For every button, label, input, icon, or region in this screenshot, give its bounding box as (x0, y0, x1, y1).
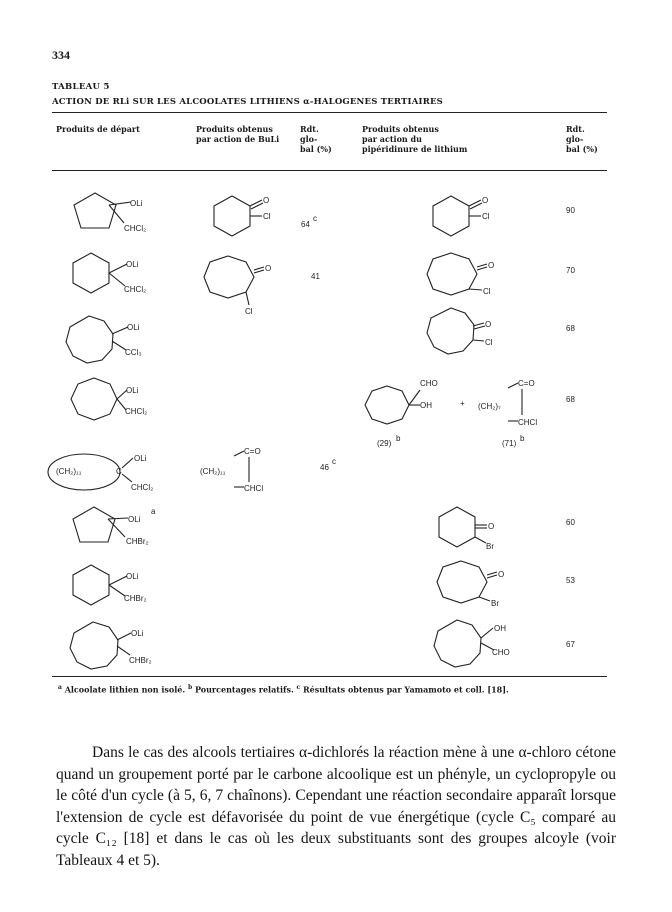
row3-rdt-pip: 68 (566, 324, 575, 333)
svg-text:OH: OH (420, 401, 432, 410)
svg-text:OLi: OLi (126, 386, 139, 395)
svg-text:O: O (488, 522, 495, 531)
row1-rdt-buli: 64 (301, 220, 310, 229)
svg-text:c: c (332, 457, 336, 466)
svg-text:c: c (313, 214, 317, 223)
svg-text:(CH₂)₁₁: (CH₂)₁₁ (56, 467, 82, 476)
body-paragraph: Dans le cas des alcools tertiaires α-dichlorés la réaction mène à une α-chloro cétone quand un groupement porté par le carbone alcoolique est un phényle, un cyclopropyle ou le côté d'un cycle (à 5, 6, 7 chaînons). Cependant une réaction secondaire apparaît lorsque l'extension de cycle est défavorisée du point de vue énergétique (cycle C₅ comparé au cycle C₁₂ [18] et dans le cas où les deux substituants sont des groupes alcoyle (voir Tableaux 4 et 5). (56, 744, 616, 869)
row8-start-structure (70, 622, 152, 669)
svg-text:CHCl₂: CHCl₂ (125, 407, 148, 416)
row2-pip-structure (427, 253, 494, 296)
row4-start-structure (71, 378, 147, 420)
svg-text:C=O: C=O (518, 379, 535, 388)
row2-start-structure (73, 253, 146, 294)
svg-text:Cl: Cl (485, 338, 493, 347)
svg-text:OLi: OLi (126, 260, 139, 269)
row2-rdt-pip: 70 (566, 266, 575, 275)
svg-text:b: b (520, 434, 525, 443)
svg-text:OLi: OLi (127, 323, 140, 332)
svg-text:OLi: OLi (126, 572, 139, 581)
row6-rdt-pip: 60 (566, 518, 575, 527)
row3-pip-structure (427, 308, 493, 354)
svg-text:O: O (482, 196, 489, 205)
svg-text:a: a (151, 507, 156, 516)
svg-text:O: O (498, 570, 505, 579)
row8-pip-structure (434, 620, 510, 667)
svg-text:Cl: Cl (245, 307, 253, 316)
row4-rdt-pip: 68 (566, 395, 575, 404)
svg-text:C: C (116, 467, 122, 476)
svg-text:Br: Br (491, 599, 499, 608)
svg-text:CHCl₂: CHCl₂ (124, 285, 147, 294)
row1-pip-structure (433, 196, 490, 236)
header-piperidide: Produits obtenus par action du pipéridinure de lithium (362, 124, 468, 154)
svg-text:C=O: C=O (244, 447, 261, 456)
row1-buli-structure (214, 196, 271, 236)
row3-start-structure (66, 316, 142, 363)
svg-text:CHCl₂: CHCl₂ (131, 483, 154, 492)
row7-pip-structure (437, 561, 504, 608)
row5-rdt-buli: 46 (320, 463, 329, 472)
svg-text:(CH₂)₁₁: (CH₂)₁₁ (200, 467, 226, 476)
svg-text:O: O (485, 320, 492, 329)
row2-rdt-buli: 41 (311, 272, 320, 281)
row5-buli-structure (200, 447, 263, 493)
svg-text:b: b (396, 434, 401, 443)
svg-text:Br: Br (486, 542, 494, 551)
row7-start-structure (73, 565, 147, 605)
table-footnote: $^a$ Alcoolate lithien non isolé. $^b$ Pourcentages relatifs. $^c$ Résultats obtenus par Yamamoto et coll. [18]. (58, 684, 509, 695)
svg-text:OLi: OLi (134, 454, 147, 463)
row8-rdt-pip: 67 (566, 640, 575, 649)
row4-pip-product-71 (478, 379, 537, 448)
header-start: Produits de départ (56, 124, 140, 134)
svg-text:Cl: Cl (263, 212, 271, 221)
svg-text:Cl: Cl (482, 212, 490, 221)
svg-text:CHCl: CHCl (518, 418, 538, 427)
table-caption: ACTION DE RLi SUR LES ALCOOLATES LITHIENS α-HALOGENES TERTIAIRES (52, 97, 443, 107)
svg-text:(71): (71) (502, 439, 517, 448)
row1-start-sub1: OLi (130, 199, 143, 208)
svg-text:CCl₃: CCl₃ (125, 348, 142, 357)
row2-buli-structure (204, 256, 271, 316)
header-rdt-buli: Rdt. glo- bal (%) (300, 124, 332, 154)
header-buli: Produits obtenus par action de BuLi (196, 124, 280, 144)
svg-text:CHBr₂: CHBr₂ (126, 537, 149, 546)
row1-rdt-pip: 90 (566, 206, 575, 215)
page-number: 334 (52, 48, 70, 62)
svg-text:CHO: CHO (492, 648, 510, 657)
row6-start-structure (73, 507, 156, 546)
row1-start-sub2: CHCl₂ (124, 224, 147, 233)
svg-text:Cl: Cl (483, 287, 491, 296)
svg-text:OLi: OLi (128, 515, 141, 524)
row4-pip-product-29 (365, 379, 438, 448)
row6-pip-structure (439, 507, 494, 551)
row4-plus-sign: + (460, 399, 465, 408)
svg-text:CHCl: CHCl (244, 484, 264, 493)
svg-text:CHBr₂: CHBr₂ (124, 594, 147, 603)
row5-start-structure (48, 454, 153, 492)
svg-text:OH: OH (494, 624, 506, 633)
svg-text:O: O (488, 261, 495, 270)
svg-text:OLi: OLi (131, 629, 144, 638)
row7-rdt-pip: 53 (566, 576, 575, 585)
table-label: TABLEAU 5 (52, 82, 110, 92)
svg-text:(29): (29) (377, 439, 392, 448)
svg-text:CHO: CHO (420, 379, 438, 388)
svg-text:(CH₂)₇: (CH₂)₇ (478, 402, 501, 411)
svg-text:CHBr₂: CHBr₂ (129, 656, 152, 665)
header-rdt-pip: Rdt. glo- bal (%) (566, 124, 598, 154)
svg-text:O: O (263, 196, 270, 205)
svg-text:O: O (265, 264, 272, 273)
row1-start-structure (74, 193, 146, 233)
